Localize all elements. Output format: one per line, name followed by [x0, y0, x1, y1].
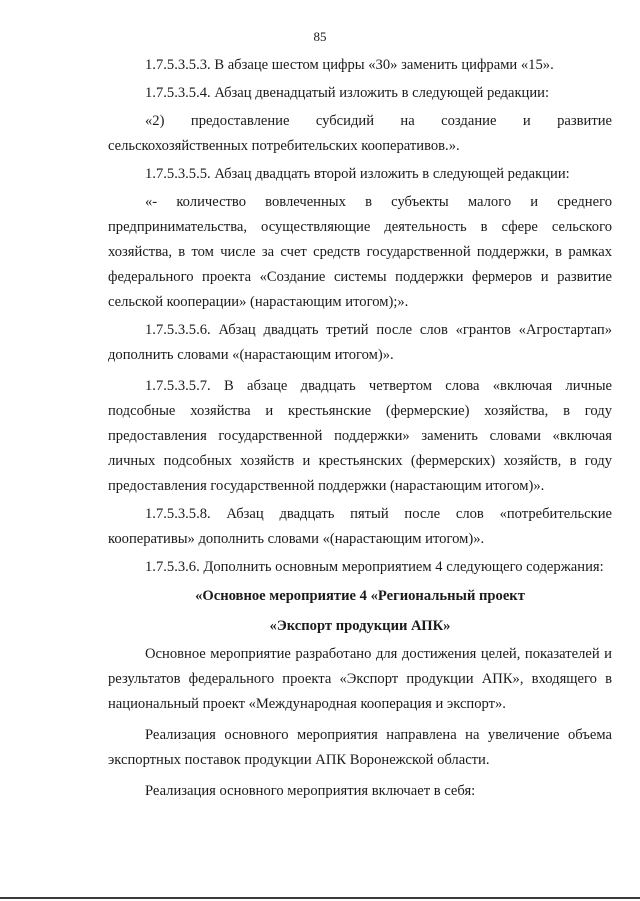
paragraph-9: 1.7.5.3.6. Дополнить основным мероприятием 4 следующего содержания: [145, 559, 604, 575]
paragraph-7: 1.7.5.3.5.7. В абзаце двадцать четвертом слова «включая личные подсобные хозяйства и крестьянские (фермерские) хозяйства, в году предоставления государственной поддержки» заменить словами «включая личных подсобных хозяйств и крестьянских (фермерских) хозяйств, в году предоставления государственной поддержки (нарастающим итогом)». [108, 378, 612, 494]
paragraph-2: 1.7.5.3.5.4. Абзац двенадцатый изложить в следующей редакции: [145, 85, 550, 101]
paragraph-1: 1.7.5.3.5.3. В абзаце шестом цифры «30» заменить цифрами «15». [145, 57, 554, 73]
paragraph-12: Реализация основного мероприятия включает в себя: [145, 783, 476, 799]
paragraph-5: «- количество вовлеченных в субъекты малого и среднего предпринимательства, осуществляющие деятельность в сфере сельского хозяйства, в том числе за счет средств государственной поддержки, в рамках федерального проекта «Создание системы поддержки фермеров и развитие сельской кооперации» (нарастающим итогом);». [108, 194, 612, 310]
paragraph-8: 1.7.5.3.5.8. Абзац двадцать пятый после слов «потребительские кооперативы» дополнить словами «(нарастающим итогом)». [108, 506, 612, 547]
section-heading-line-1: «Основное мероприятие 4 «Региональный проект [195, 588, 525, 604]
page-number: 85 [313, 29, 327, 44]
document-body [108, 53, 612, 804]
paragraph-4: 1.7.5.3.5.5. Абзац двадцать второй изложить в следующей редакции: [145, 166, 570, 182]
paragraph-10: Основное мероприятие разработано для достижения целей, показателей и результатов федерального проекта «Экспорт продукции АПК», входящего в национальный проект «Международная кооперация и экспорт». [108, 646, 612, 712]
section-heading-line-2: «Экспорт продукции АПК» [269, 618, 451, 634]
paragraph-3: «2) предоставление субсидий на создание и развитие сельскохозяйственных потребительских кооперативов.». [108, 113, 612, 154]
scan-bottom-edge [0, 897, 640, 899]
paragraph-6: 1.7.5.3.5.6. Абзац двадцать третий после слов «грантов «Агростартап» дополнить словами «(нарастающим итогом)». [108, 322, 612, 363]
paragraph-11: Реализация основного мероприятия направлена на увеличение объема экспортных поставок продукции АПК Воронежской области. [108, 727, 612, 768]
